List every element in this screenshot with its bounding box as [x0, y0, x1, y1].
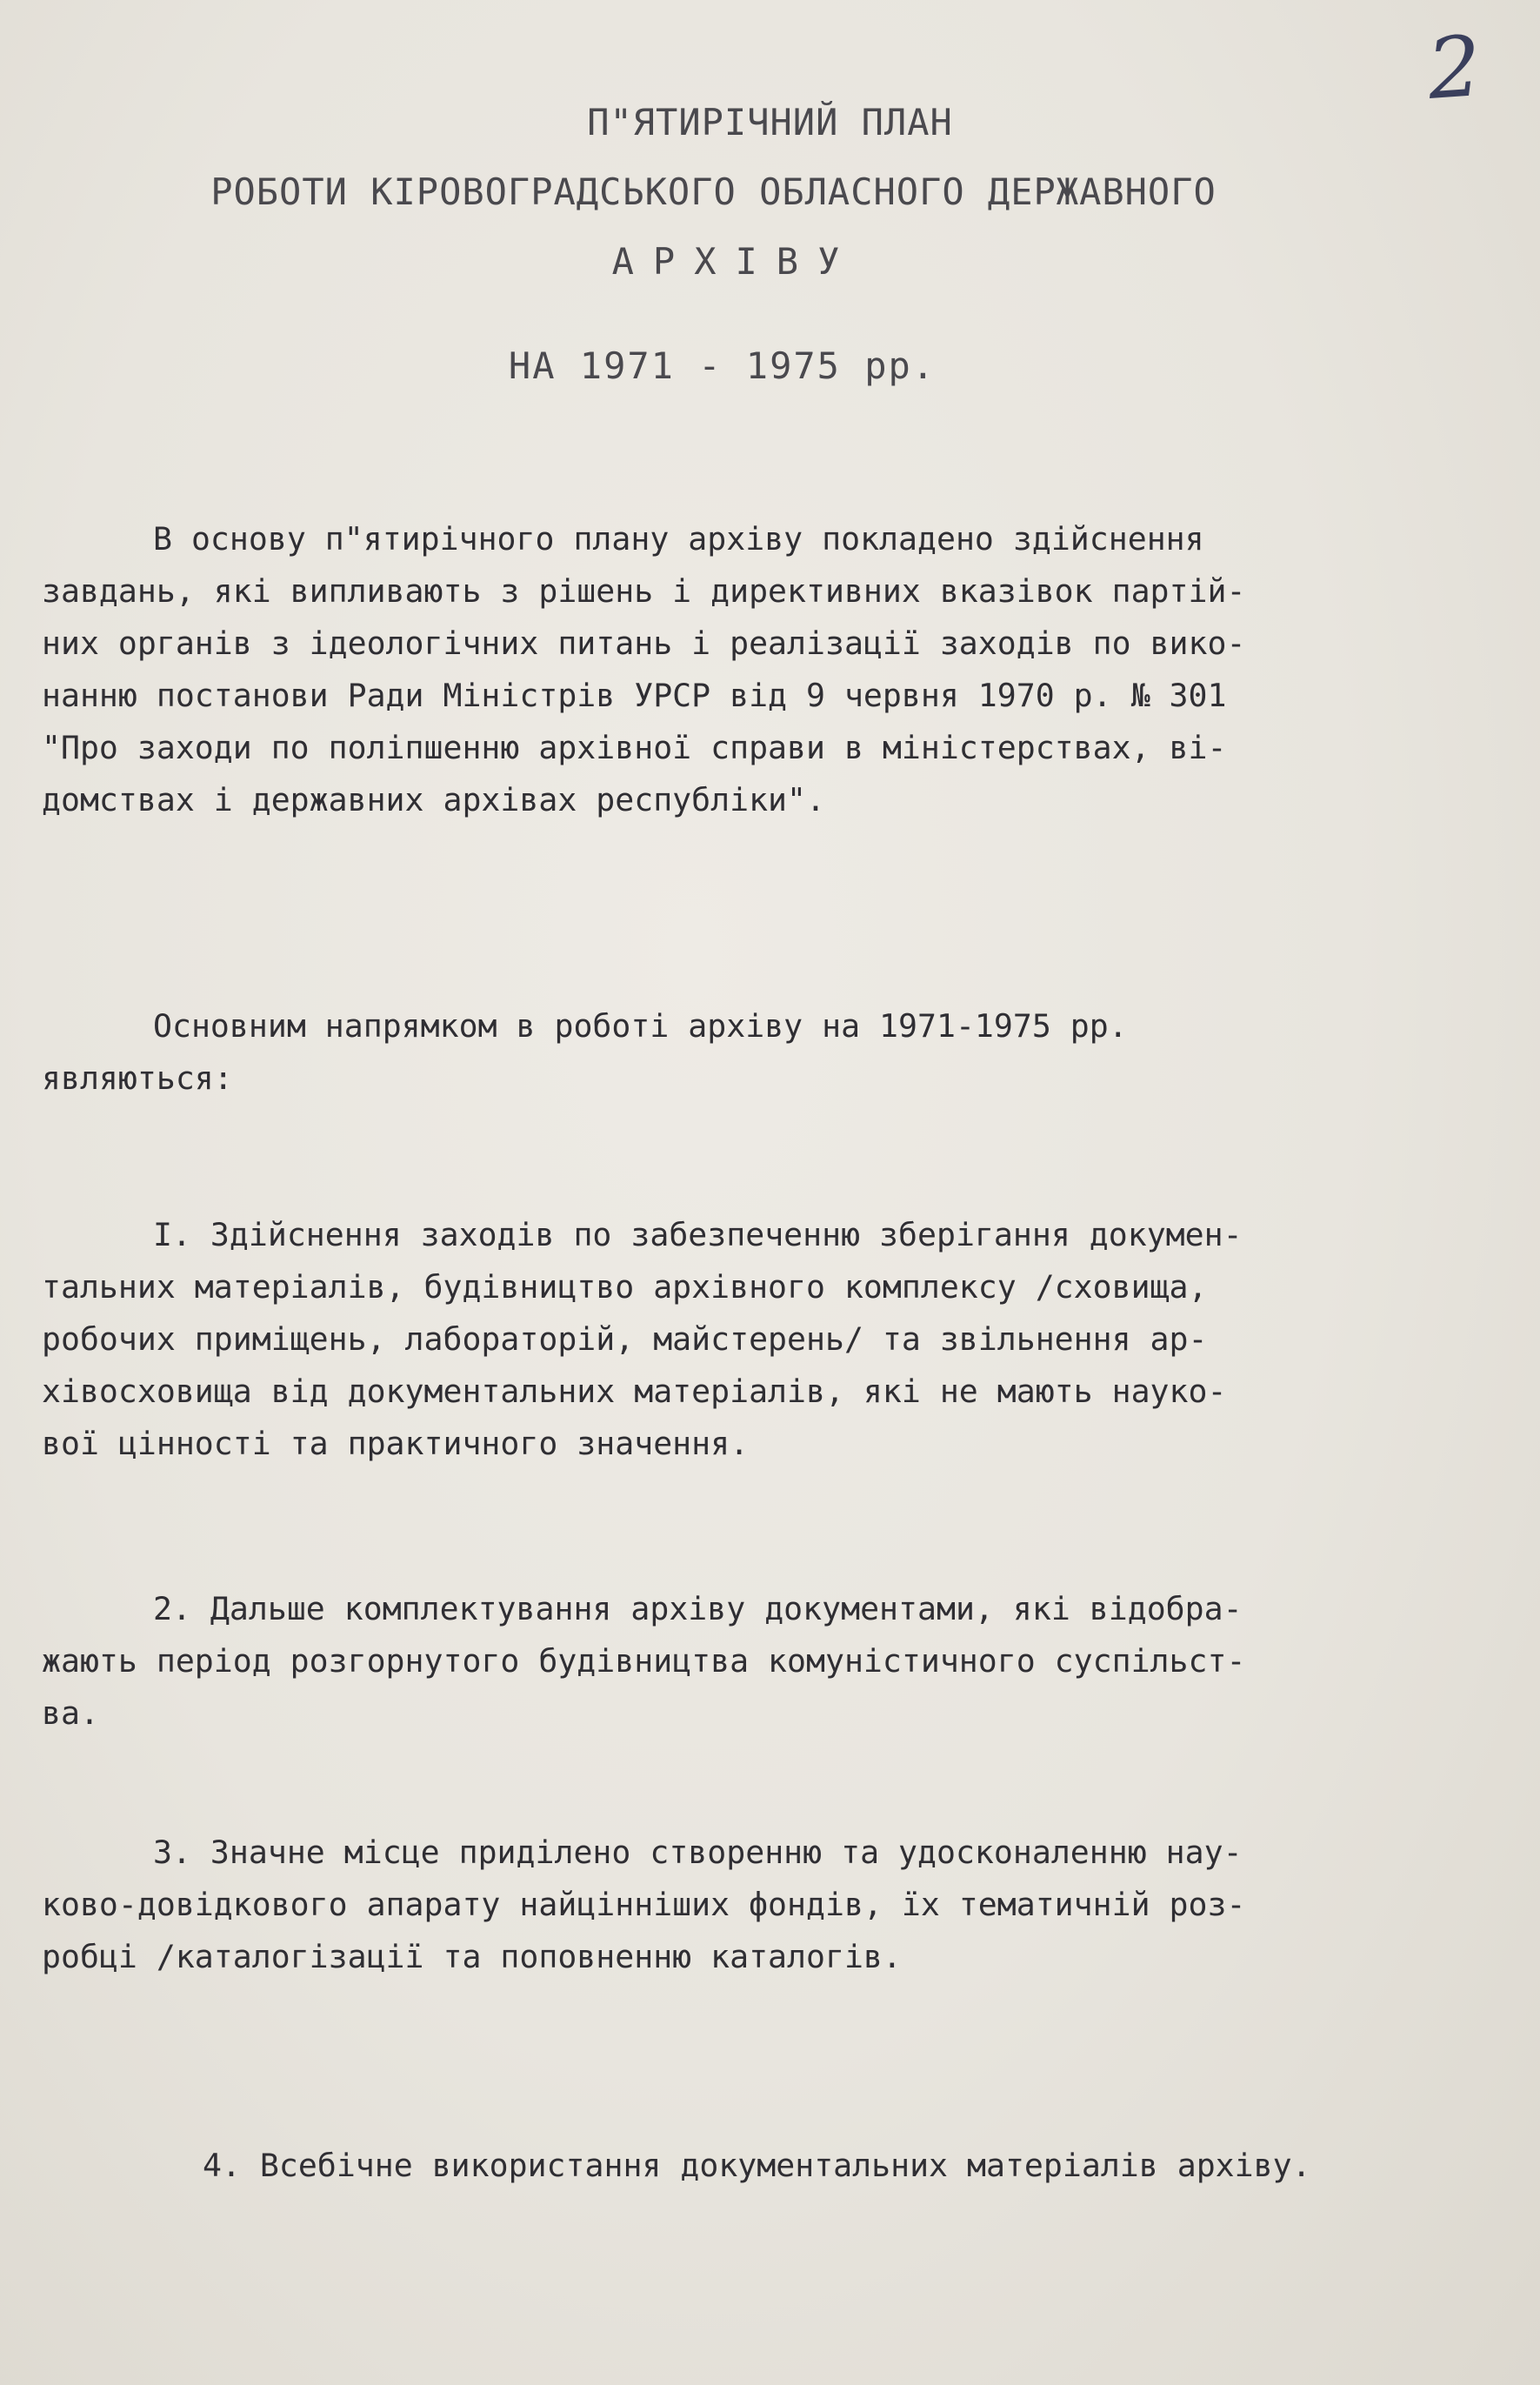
- handwritten-page-number: 2: [1424, 17, 1484, 118]
- list-item-4: [42, 2140, 1511, 2192]
- list-item-line: робочих приміщень, лабораторій, майстерень/ та звільнення ар-: [42, 1320, 1208, 1358]
- document-title: [0, 101, 1540, 400]
- list-item-line: робці /каталогізації та поповненню каталогів.: [42, 1938, 902, 1975]
- list-item-line: 4. Всебічне використання документальних матеріалів архіву.: [203, 2147, 1311, 2184]
- title-line-1: П"ЯТИРІЧНИЙ ПЛАН: [587, 101, 953, 144]
- main-direction-line: Основним напрямком в роботі архіву на 1971-1975 рр.: [153, 1007, 1128, 1045]
- list-item-line: І. Здійснення заходів по забезпеченню зберігання докумен-: [153, 1216, 1243, 1253]
- intro-line: них органів з ідеологічних питань і реалізації заходів по вико-: [42, 625, 1246, 662]
- intro-line: "Про заходи по поліпшенню архівної справи в міністерствах, ві-: [42, 729, 1227, 766]
- list-item-line: 3. Значне місце приділено створенню та удосконаленню нау-: [153, 1834, 1243, 1871]
- list-item-line: ва.: [42, 1694, 99, 1732]
- list-item-3: [42, 1827, 1511, 1983]
- intro-line: нанню постанови Ради Міністрів УРСР від 9 червня 1970 р. № 301: [42, 677, 1227, 714]
- list-item-line: вої цінності та практичного значення.: [42, 1425, 750, 1462]
- list-item-line: жають період розгорнутого будівництва комуністичного суспільст-: [42, 1642, 1246, 1680]
- list-item-line: хівосховища від документальних матеріалів, які не мають науко-: [42, 1373, 1227, 1410]
- list-item-line: тальних матеріалів, будівництво архівного комплексу /сховища,: [42, 1268, 1208, 1306]
- intro-line: завдань, які випливають з рішень і директивних вказівок партій-: [42, 572, 1246, 610]
- intro-line: домствах і державних архівах республіки".: [42, 781, 825, 818]
- intro-line: В основу п"ятирічного плану архіву покладено здійснення: [153, 520, 1204, 558]
- title-line-3: АРХІВУ: [611, 240, 859, 283]
- main-direction-paragraph: [42, 1000, 1511, 1105]
- list-item-1: [42, 1209, 1511, 1470]
- list-item-2: [42, 1583, 1511, 1740]
- list-item-line: 2. Дальше комплектування архіву документами, які відобра-: [153, 1590, 1243, 1627]
- list-item-line: ково-довідкового апарату найцінніших фондів, їх тематичній роз-: [42, 1886, 1246, 1923]
- title-line-4: НА 1971 - 1975 рр.: [508, 344, 937, 387]
- intro-paragraph: [42, 513, 1511, 826]
- title-line-2: РОБОТИ КІРОВОГРАДСЬКОГО ОБЛАСНОГО ДЕРЖАВНОГО: [210, 170, 1217, 213]
- main-direction-line: являються:: [42, 1059, 233, 1097]
